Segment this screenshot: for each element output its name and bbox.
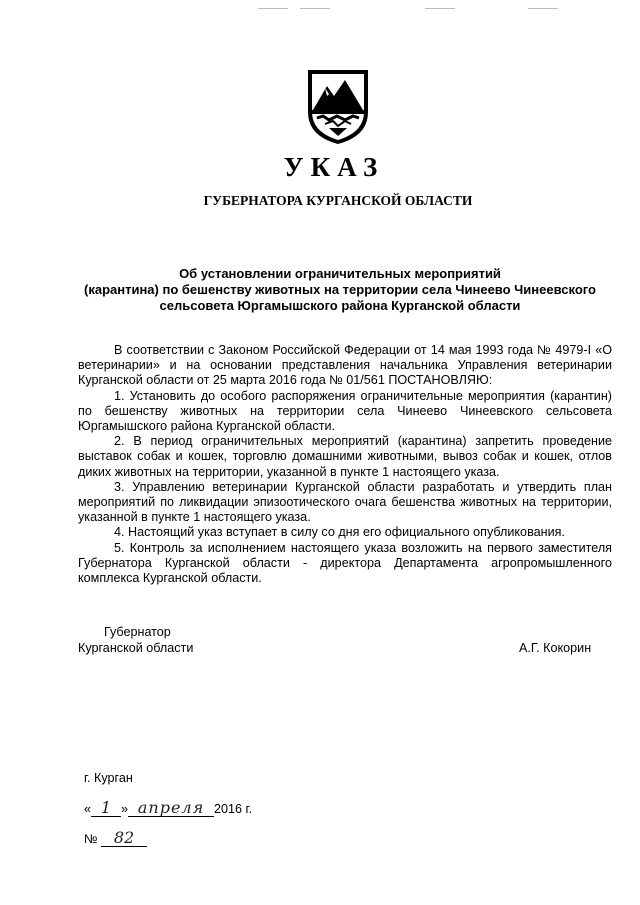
date-close-quote: » xyxy=(121,802,129,816)
number-value: 82 xyxy=(101,830,147,847)
heading-line: (карантина) по бешенству животных на территории села Чинеево Чинеевского xyxy=(84,282,596,297)
scan-artifact xyxy=(258,8,288,9)
coat-of-arms-icon xyxy=(303,66,373,146)
signatory-position xyxy=(78,625,193,656)
scan-artifact xyxy=(528,8,558,9)
scan-artifact xyxy=(425,8,455,9)
document-title: УКАЗ xyxy=(283,152,385,182)
date-year: 2016 г. xyxy=(214,802,253,816)
position-line: Курганской области xyxy=(78,640,194,655)
clause-2: 2. В период ограничительных мероприятий (карантина) запретить проведение выставок собак и кошек, торговлю домашними животными, вывоз собак и кошек, отлов диких животных на территории, указанной в пункте 1 настоящего указа. xyxy=(78,434,612,479)
clause-4: 4. Настоящий указ вступает в силу со дня его официального опубликования. xyxy=(114,525,565,540)
scan-artifact xyxy=(300,8,330,9)
clause-1: 1. Установить до особого распоряжения ограничительные мероприятия (карантин) по бешенству животных на территории села Чинеево Чинеевского сельсовета Юргамышского района Курганской области. xyxy=(78,388,612,434)
position-line: Губернатор xyxy=(104,625,171,639)
date-open-quote: « xyxy=(84,802,92,816)
city: г. Курган xyxy=(84,771,133,785)
date-day: 1 xyxy=(91,800,121,817)
preamble-paragraph: В соответствии с Законом Российской Федерации от 14 мая 1993 года № 4979-I «О ветеринарии» и на основании представления начальника Управления ветеринарии Курганской области от 25 марта 2016 года № 01/561 ПОСТАНОВЛЯЮ: xyxy=(78,343,612,388)
decree-number xyxy=(84,830,147,847)
decree-body xyxy=(78,343,612,586)
clause-5: 5. Контроль за исполнением настоящего указа возложить на первого заместителя Губернатора Курганской области - директора Департамента агропромышленного комплекса Курганской области. xyxy=(78,540,612,586)
clause-3: 3. Управлению ветеринарии Курганской области разработать и утвердить план мероприятий по ликвидации эпизоотического очага бешенства животных на территории, указанной в пункте 1 настоящего указа. xyxy=(78,479,612,525)
decree-heading xyxy=(60,266,620,314)
signatory-name: А.Г. Кокорин xyxy=(519,641,592,655)
document-subtitle: ГУБЕРНАТОРА КУРГАНСКОЙ ОБЛАСТИ xyxy=(203,193,473,208)
heading-line: сельсовета Юргамышского района Курганской области xyxy=(159,298,521,313)
decree-date xyxy=(84,800,252,817)
number-label: № xyxy=(84,832,98,846)
heading-line: Об установлении ограничительных мероприятий xyxy=(179,266,501,281)
date-month: апреля xyxy=(128,800,214,817)
